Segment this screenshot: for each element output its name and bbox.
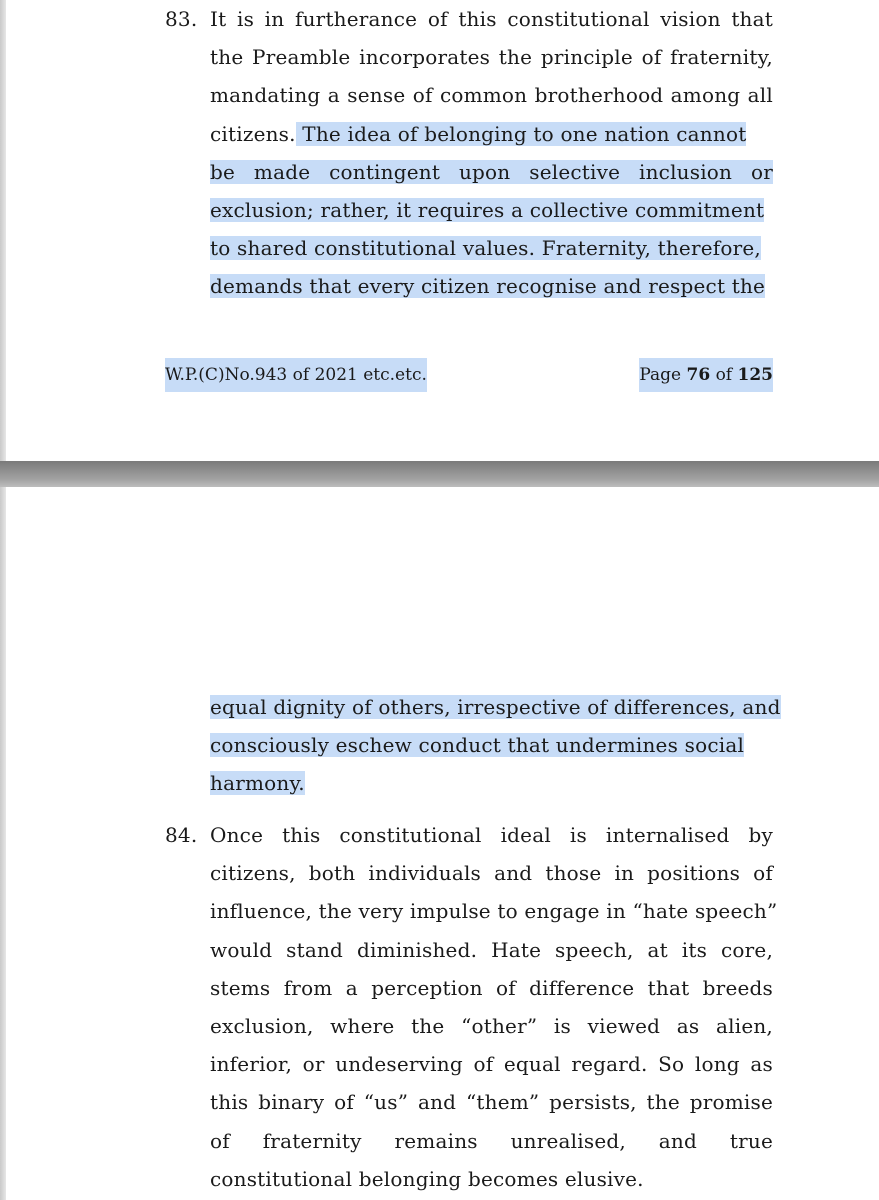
paragraph-number: 84.: [165, 823, 198, 847]
paragraph-body: [210, 688, 781, 803]
case-reference: W.P.(C)No.943 of 2021 etc.etc.: [165, 358, 427, 392]
highlighted-line[interactable]: [210, 229, 773, 267]
text-line: [210, 115, 773, 153]
highlighted-line[interactable]: [210, 267, 773, 305]
page-separator: [0, 461, 879, 487]
text-line: exclusion, where the “other” is viewed as alien,: [210, 1013, 773, 1038]
highlighted-line[interactable]: [210, 191, 773, 229]
text-line: constitutional belonging becomes elusive.: [210, 1166, 644, 1191]
pdf-page-76: [6, 0, 879, 461]
paragraph-83: [165, 0, 773, 306]
highlighted-text[interactable]: exclusion; rather, it requires a collective commitment: [210, 197, 765, 222]
highlighted-text[interactable]: to shared constitutional values. Fraternity, therefore,: [210, 236, 761, 261]
highlighted-line[interactable]: [210, 726, 773, 764]
text-line: this binary of “us” and “them” persists, the promise: [210, 1090, 773, 1115]
highlighted-text[interactable]: harmony.: [210, 771, 305, 796]
paragraph-body: [210, 816, 778, 1198]
text-line: stems from a perception of difference that breeds: [210, 975, 773, 1000]
plain-text: citizens.: [210, 121, 296, 146]
paragraph-number: 83.: [165, 7, 198, 31]
page-indicator: [639, 358, 773, 392]
pdf-page-77: [6, 487, 879, 1200]
highlighted-text[interactable]: demands that every citizen recognise and respect the: [210, 274, 766, 299]
text-line: would stand diminished. Hate speech, at its core,: [210, 937, 773, 962]
text-line: citizens, both individuals and those in positions of: [210, 861, 773, 886]
page-total: 125: [737, 365, 773, 385]
text-line: It is in furtherance of this constitutional vision that: [210, 7, 773, 31]
highlighted-text[interactable]: consciously eschew conduct that undermines social: [210, 733, 745, 758]
page-word: Page: [639, 365, 682, 385]
highlighted-line[interactable]: [210, 764, 773, 802]
paragraph-83-continued: [165, 688, 781, 803]
paragraph-body: [210, 0, 773, 306]
text-line: influence, the very impulse to engage in “hate speech”: [210, 899, 778, 924]
text-line: inferior, or undeserving of equal regard. So long as: [210, 1052, 773, 1077]
page-current: 76: [686, 365, 711, 385]
text-line: mandating a sense of common brotherhood among all: [210, 83, 773, 108]
paragraph-84: [165, 816, 778, 1198]
highlighted-text[interactable]: The idea of belonging to one nation cannot: [295, 121, 747, 146]
highlighted-line[interactable]: [210, 153, 773, 191]
text-line: of fraternity remains unrealised, and true: [210, 1128, 773, 1153]
highlighted-text[interactable]: equal dignity of others, irrespective of differences, and: [210, 695, 781, 719]
highlighted-text[interactable]: be made contingent upon selective inclusion or: [210, 159, 773, 184]
highlighted-line[interactable]: [210, 688, 781, 726]
page-of: of: [715, 365, 733, 385]
text-line: Once this constitutional ideal is internalised by: [210, 823, 773, 847]
text-line: the Preamble incorporates the principle of fraternity,: [210, 45, 773, 70]
